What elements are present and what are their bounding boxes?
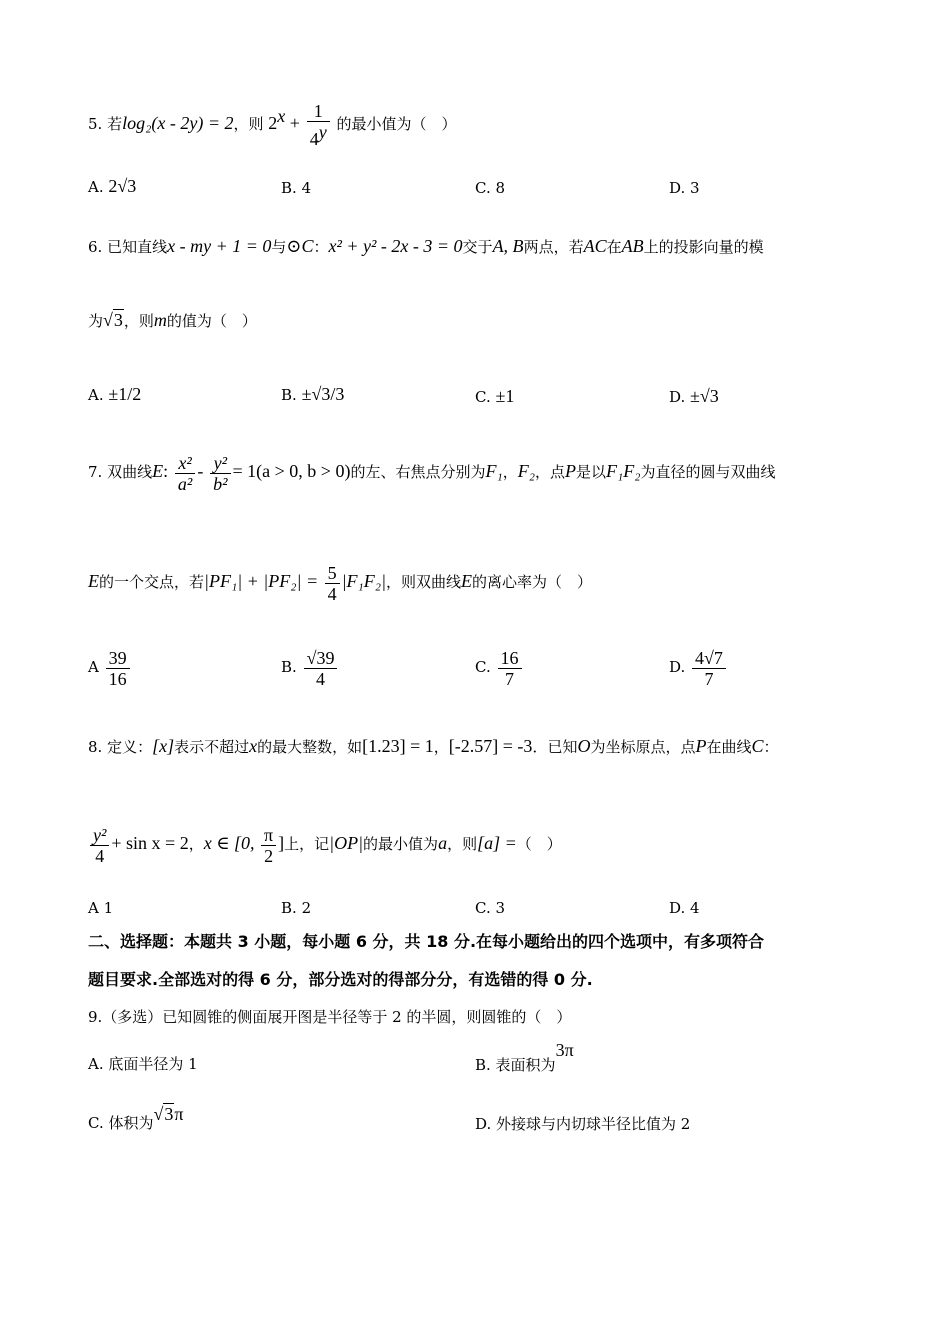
q8-option-d[interactable]: D. 4	[669, 899, 700, 917]
q6-option-c[interactable]: C. ±1	[475, 386, 515, 406]
q5-option-a[interactable]: A. 2√3	[88, 176, 137, 196]
q7-cond-frac: $\frac{5}{4}$	[325, 563, 340, 604]
q6-stem-line2: 为√3，则m的值为（ ）	[88, 310, 257, 330]
q7-option-d[interactable]: D. $\frac{4√7}{7}$	[669, 644, 728, 690]
q7-option-c[interactable]: C. $\frac{16}{7}$	[475, 644, 524, 690]
q5-option-d[interactable]: D. 3	[669, 179, 700, 197]
q8-curve-frac: $\frac{\text{y²}}{4}$	[90, 825, 109, 866]
q5-log-expr: log₂(x - 2y) = 2	[122, 113, 234, 133]
q8-option-c[interactable]: C. 3	[475, 899, 506, 917]
q7-frac-y: $\frac{\text{y²}}{\text{b²}}$	[210, 453, 230, 494]
q7-frac-x: $\frac{\text{x²}}{\text{a²}}$	[175, 453, 195, 494]
q9-option-d[interactable]: D. 外接球与内切球半径比值为 2	[475, 1115, 691, 1133]
q6-stem-line1: 6. 已知直线x - my + 1 = 0与⊙C：x² + y² - 2x - 3 = 0交于A, B两点，若AC在AB上的投影向量的模	[88, 236, 764, 256]
q9-option-a[interactable]: A. 底面半径为 1	[88, 1055, 198, 1073]
q7-stem-line1: 7. 双曲线E: $\frac{\text{x²}}{\text{a²}}$ - $\frac{\text{y²}}{\text{b²}}$ = 1(a > 0, b > 0)的左、右焦点分别为F₁，F₂，点P是以F₁F₂为直径的圆与双曲线	[88, 452, 776, 494]
q5-stem: 5. 若log₂(x - 2y) = 2，则 2$^x$ + $\frac{1}{4^y}$ 的最小值为（ ）	[88, 101, 457, 149]
q8-option-a[interactable]: A 1	[88, 899, 114, 917]
q5-option-b[interactable]: B. 4	[281, 179, 312, 197]
q9-option-b[interactable]: B. 表面积为3π	[475, 1040, 574, 1074]
q8-stem-line1: 8. 定义：[x]表示不超过x的最大整数，如[1.23] = 1，[-2.57] = -3．已知O为坐标原点，点P在曲线C：	[88, 736, 779, 756]
q8-domain-frac: $\frac{\pi}{2}$	[261, 825, 276, 866]
q9-stem: 9.（多选）已知圆锥的侧面展开图是半径等于 2 的半圆，则圆锥的（ ）	[88, 1008, 572, 1026]
q6-option-d[interactable]: D. ±√3	[669, 386, 719, 406]
section-2-header-line2: 题目要求.全部选对的得 6 分，部分选对的得部分分，有选错的得 0 分.	[88, 970, 593, 989]
q5-option-c[interactable]: C. 8	[475, 179, 506, 197]
q8-stem-line2: $\frac{\text{y²}}{4}$ + sin x = 2，x ∈ [0, $\frac{\pi}{2}$ ]上，记|OP|的最小值为a，则[a] =（ ）	[88, 818, 562, 868]
q6-option-a[interactable]: A. ±1/2	[88, 384, 142, 404]
q9-option-c[interactable]: C. 体积为√3π	[88, 1104, 184, 1132]
q7-option-a[interactable]: A $\frac{39}{16}$	[88, 644, 132, 690]
q7-option-b[interactable]: B. $\frac{√39}{4}$	[281, 644, 339, 690]
q6-option-b[interactable]: B. ±√3/3	[281, 384, 345, 404]
q7-stem-line2: E的一个交点，若|PF₁| + |PF₂| = $\frac{5}{4}$ |F₁F₂|，则双曲线E的离心率为（ ）	[88, 562, 593, 604]
section-2-header-line1: 二、选择题：本题共 3 小题，每小题 6 分，共 18 分.在每小题给出的四个选项中，有多项符合	[88, 932, 765, 951]
q5-fraction: $\frac{1}{4^y}$	[307, 101, 330, 149]
q8-option-b[interactable]: B. 2	[281, 899, 312, 917]
